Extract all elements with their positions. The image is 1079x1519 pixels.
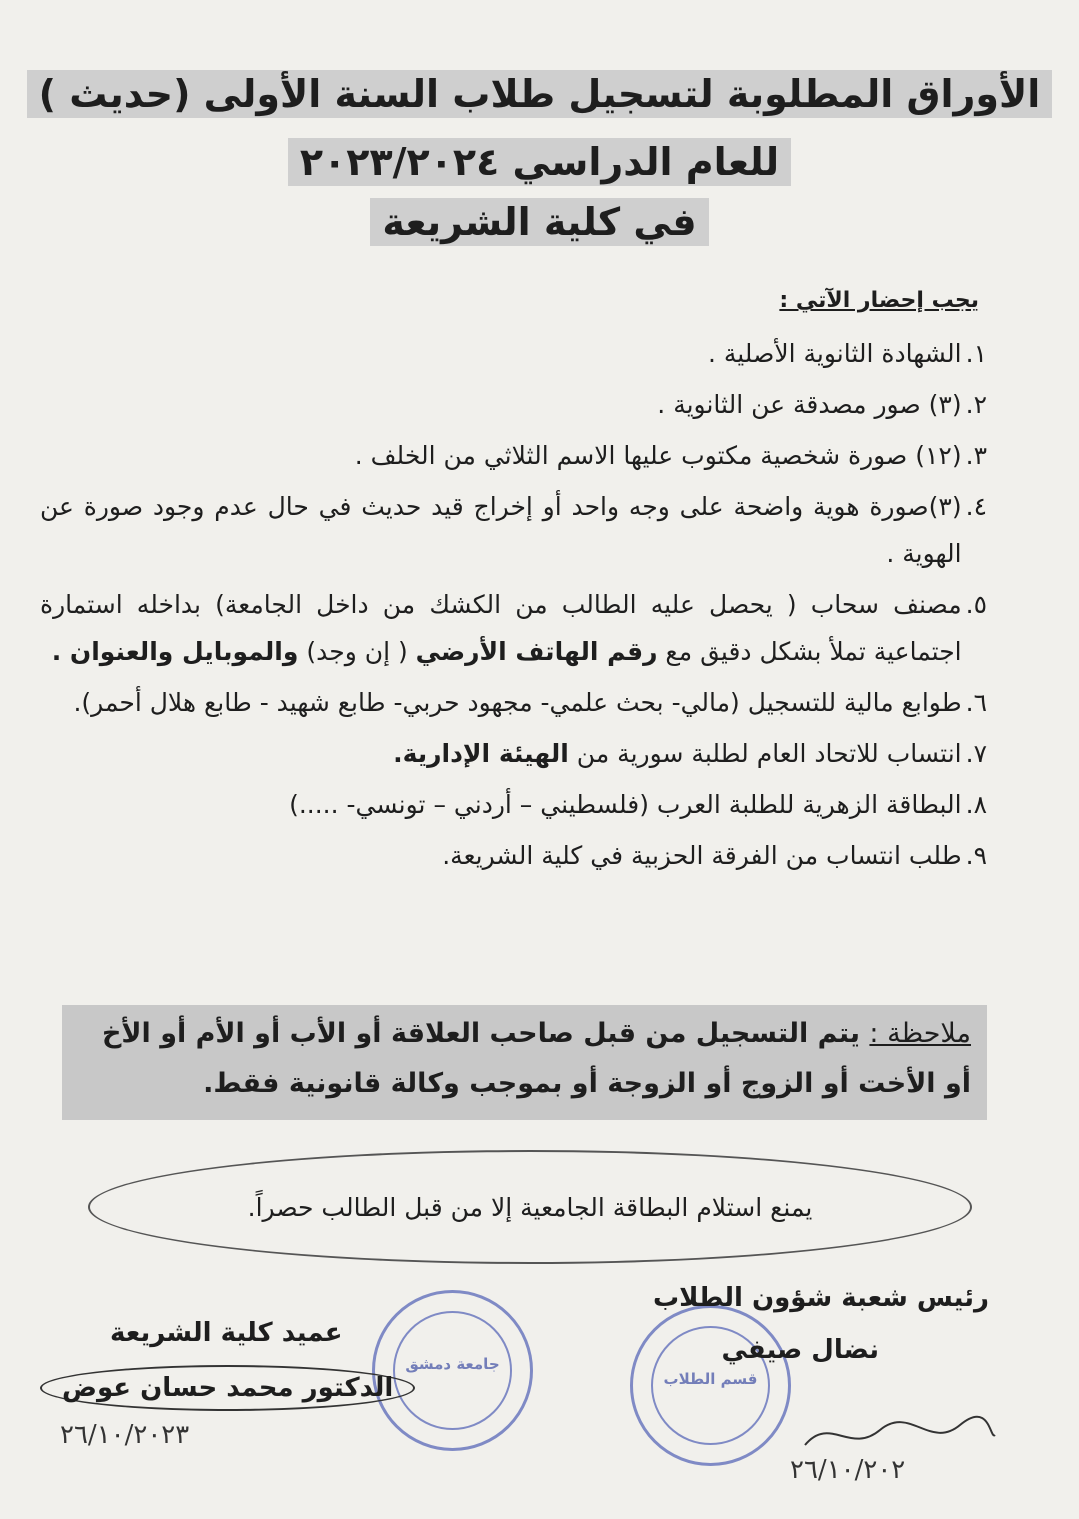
- item-number: ٢.: [965, 390, 987, 419]
- list-item: [40, 730, 987, 777]
- list-item: [40, 581, 987, 675]
- list-item: [40, 483, 987, 577]
- item-text-part: مصنف سحاب ( يحصل عليه الطالب من الكشك من داخل الجامعة) بداخله استمارة اجتماعية تملأ بشكل دقيق مع: [40, 590, 962, 666]
- item-text-part: انتساب للاتحاد العام لطلبة سورية من: [568, 739, 962, 768]
- landline-emphasis: رقم الهاتف الأرضي: [415, 637, 658, 666]
- handwritten-signature-icon: [800, 1405, 1000, 1465]
- note-box: [62, 1005, 987, 1120]
- item-text: طوابع مالية للتسجيل (مالي- بحث علمي- مجهود حربي- طابع شهيد - طابع هلال أحمر).: [73, 688, 962, 717]
- title-text-3: في كلية الشريعة: [370, 198, 708, 246]
- item-text: الشهادة الثانوية الأصلية .: [707, 339, 962, 368]
- item-text: (٣) صور مصدقة عن الثانوية .: [657, 390, 962, 419]
- item-number: ٨.: [965, 790, 987, 819]
- title-line-3: [0, 200, 1079, 246]
- item-number: ١.: [965, 339, 987, 368]
- university-stamp-icon: [372, 1290, 533, 1451]
- mobile-address-emphasis: والموبايل والعنوان .: [51, 637, 299, 666]
- list-item: [40, 432, 987, 479]
- title-line-2: [0, 140, 1079, 186]
- item-number: ٥.: [965, 590, 987, 619]
- list-item: [40, 679, 987, 726]
- item-number: ٤.: [965, 492, 987, 521]
- list-item: [40, 381, 987, 428]
- warning-ellipse: [88, 1150, 972, 1264]
- student-affairs-name: نضال صيفي: [721, 1335, 879, 1365]
- admin-body-emphasis: الهيئة الإدارية.: [393, 739, 569, 768]
- item-text: (١٢) صورة شخصية مكتوب عليها الاسم الثلاثي من الخلف .: [354, 441, 962, 470]
- item-number: ٧.: [965, 739, 987, 768]
- title-text-2: للعام الدراسي ٢٠٢٣/٢٠٢٤: [288, 138, 791, 186]
- item-text: طلب انتساب من الفرقة الحزبية في كلية الشريعة.: [442, 841, 962, 870]
- title-text-1: الأوراق المطلوبة لتسجيل طلاب السنة الأولى (حديث ): [27, 70, 1053, 118]
- requirements-list: [40, 330, 987, 883]
- note-text: يتم التسجيل من قبل صاحب العلاقة أو الأب أو الأم أو الأخ أو الأخت أو الزوج أو الزوجة أو بموجب وكالة قانونية فقط.: [101, 1018, 971, 1099]
- item-text: [40, 730, 962, 777]
- dean-title: عميد كلية الشريعة: [110, 1318, 343, 1348]
- requirements-intro: يجب إحضار الآتي :: [779, 288, 979, 313]
- stamp-text: قسم الطلاب: [663, 1370, 758, 1388]
- affairs-handwritten-date: ٢٦/١٠/٢٠٢: [790, 1455, 906, 1485]
- dean-name: الدكتور محمد حسان عوض: [40, 1365, 415, 1411]
- item-text-part: ( إن وجد): [298, 637, 416, 666]
- student-affairs-title: رئيس شعبة شؤون الطلاب: [653, 1283, 989, 1313]
- item-text: [40, 581, 962, 675]
- list-item: [40, 832, 987, 879]
- title-line-1: [0, 72, 1079, 118]
- list-item: [40, 330, 987, 377]
- list-item: [40, 781, 987, 828]
- item-text: البطاقة الزهرية للطلبة العرب (فلسطيني – أردني – تونسي- .....): [289, 790, 962, 819]
- dean-handwritten-date: ٢٦/١٠/٢٠٢٣: [60, 1420, 190, 1450]
- stamp-text: جامعة دمشق: [405, 1355, 500, 1373]
- note-label: ملاحظة :: [869, 1018, 971, 1049]
- item-number: ٣.: [965, 441, 987, 470]
- department-stamp-icon: [630, 1305, 791, 1466]
- item-number: ٦.: [965, 688, 987, 717]
- item-text: (٣)صورة هوية واضحة على وجه واحد أو إخراج قيد حديث في حال عدم وجود صورة عن الهوية .: [40, 492, 962, 568]
- item-number: ٩.: [965, 841, 987, 870]
- warning-text: يمنع استلام البطاقة الجامعية إلا من قبل الطالب حصراً.: [247, 1192, 813, 1222]
